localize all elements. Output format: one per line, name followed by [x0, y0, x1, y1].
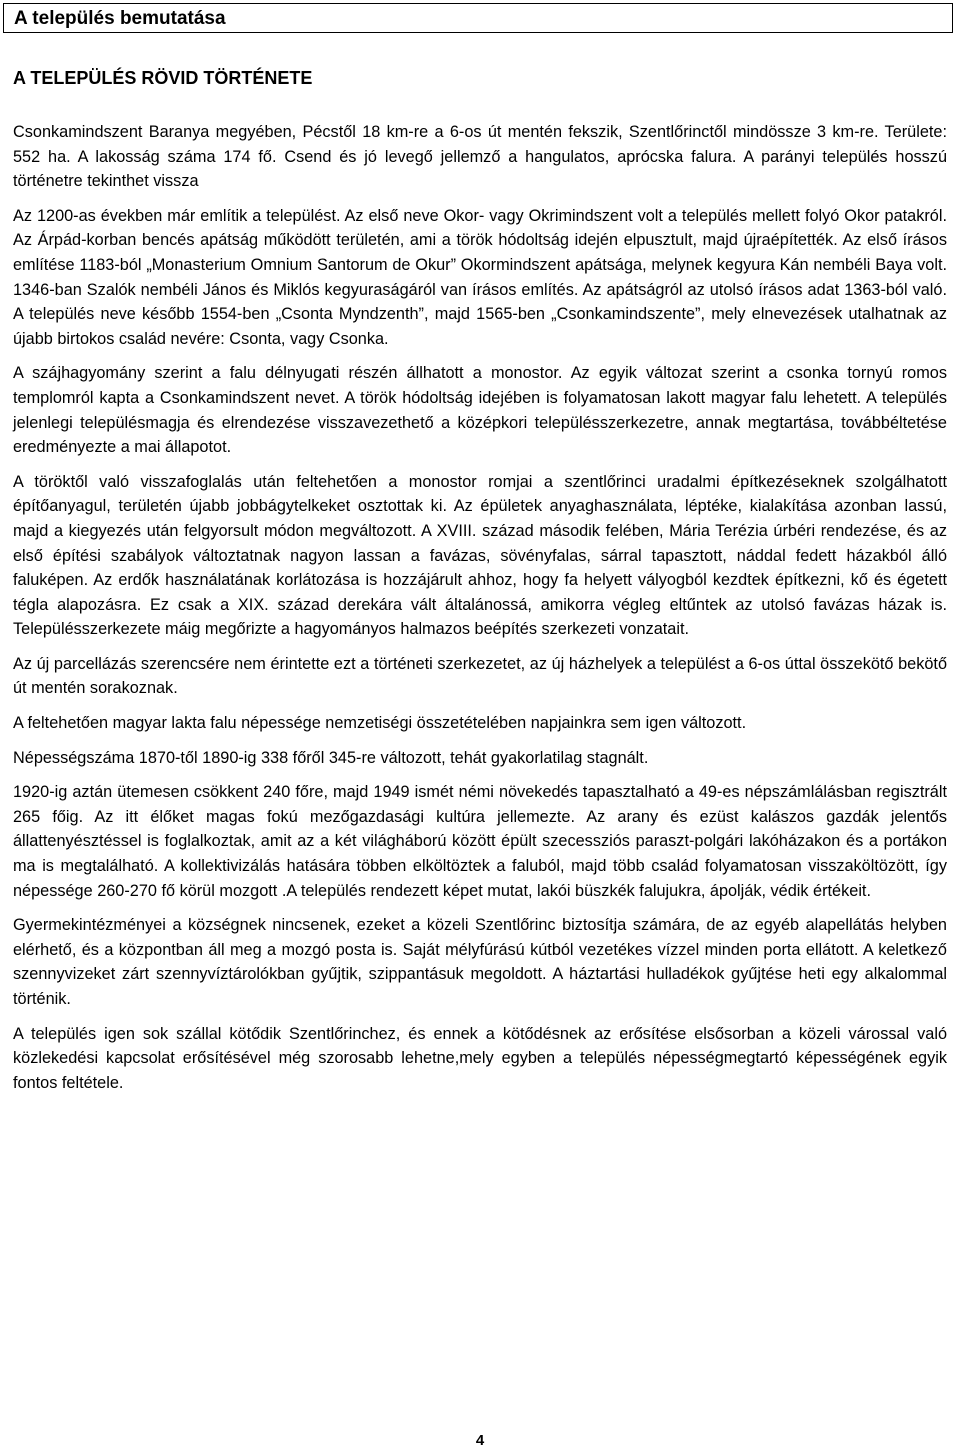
paragraph-history: Az 1200-as években már említik a települést. Az első neve Okor- vagy Okrimindszent volt a település mellett folyó Okor patakról. Az Árpád-korban bencés apátság működött területén, ami a török hódoltság idején elpusztult, majd újraépítették. Az első írásos említése 1183-ból „Monasterium Omnium Santorum de Okur” Okormindszent apátsága, melynek kegyura Kán nembéli Baya volt. 1346-ban Szalók nembéli János és Miklós kegyuraságáról van írásos említés. Az apátságról az utolsó írásos adat 1363-ból való. A település neve később 1554-ben „Csonta Myndzenth”, majd 1565-ben „Csonkamindszente”, mely elnevezések utalhatnak az újabb birtokos család nevére: Csonta, vagy Csonka. — [13, 206, 947, 348]
paragraph-population-1920: 1920-ig aztán ütemesen csökkent 240 főre, majd 1949 ismét némi növekedés tapasztalható a 49-es népszámlálásban regisztrált 265 főig. Az itt élőket magas fokú mezőgazdasági kultúra jellemezte. Az arany és ezüst kalászos gazdák jelentős állattenyésztéssel is foglalkoztak, amit az a két világháború között épült szecessziós paraszt-polgári lakóházakon és a portákon ma is megtalálható. A kollektivizálás hatására többen elköltöztek a faluból, majd több család folyamatosan visszaköltözött, így népessége 260-270 fő körül mozgott .A település rendezett képet mutat, lakói büszkék falujukra, ápolják, védik értékeit. — [13, 783, 947, 900]
paragraph-szentlorinc: A település igen sok szállal kötődik Szentlőrinchez, és ennek a kötődésnek az erősítése elsősorban a közeli várossal való közlekedési kapcsolat erősítésével még szorosabb lehetne,mely egyben a település népességmegtartó képességének egyik fontos feltétele. — [13, 1024, 947, 1092]
document-header — [3, 3, 953, 33]
page-number: 4 — [475, 1432, 485, 1449]
paragraph-tradition: A szájhagyomány szerint a falu délnyugati részén állhatott a monostor. Az egyik változat szerint a csonka tornyú romos templomról kapta a Csonkamindszent nevet. A török hódoltság idejében is folyamatosan lakott magyar falu lehetett. A település jelenlegi településmagja és elrendezése visszavezethető a középkori településszerkezetre, annak megtartása, továbbéltetése eredményezte a mai állapotot. — [13, 364, 947, 457]
paragraph-services: Gyermekintézményei a községnek nincsenek, ezeket a közeli Szentlőrinc biztosítja számára, de az egyéb alapellátás helyben elérhető, és a központban áll meg a mozgó posta is. Saját mélyfúrású kútból vezetékes vízzel minden porta ellátott. A keletkező szennyvizeket zárt szennyvíztárolókban gyűjtik, szippantásuk megoldott. A háztartási hulladékok gyűjtése heti egy alkalommal történik. — [13, 916, 947, 1008]
section-title: A TELEPÜLÉS RÖVID TÖRTÉNETE — [13, 68, 313, 88]
paragraph-parcelling: Az új parcellázás szerencsére nem érintette ezt a történeti szerkezetet, az új házhelyek a települést a 6-os úttal összekötő bekötő út mentén sorakoznak. — [13, 654, 947, 698]
document-title: A település bemutatása — [14, 8, 226, 29]
paragraph-population-1870: Népességszáma 1870-től 1890-ig 338 főről 345-re változott, tehát gyakorlatilag stagnált. — [13, 748, 649, 767]
paragraph-intro: Csonkamindszent Baranya megyében, Pécstől 18 km-re a 6-os út mentén fekszik, Szentlőrinctől mindössze 3 km-re. Területe: 552 ha. A lakosság száma 174 fő. Csend és jó levegő jellemző a hangulatos, aprócska falura. A parányi település hosszú történetre tekinthet vissza — [13, 123, 947, 191]
document-body — [13, 120, 947, 1105]
paragraph-population-ethnic: A feltehetően magyar lakta falu népessége nemzetiségi összetételében napjainkra sem igen változott. — [13, 714, 747, 733]
paragraph-reconstruction: A töröktől való visszafoglalás után feltehetően a monostor romjai a szentlőrinci uradalmi építkezéseknek szolgálhatott építőanyagul, területén újabb jobbágytelkeket osztottak ki. Az épületek anyaghasználata, léptéke, kialakítása azonban lassú, majd a kiegyezés után felgyorsult módon megváltozott. A XVIII. század második felében, Mária Terézia úrbéri rendezése, és az első építési szabályok változtatnak nagyon lassan a favázas, sövényfalas, sárral tapasztott, náddal fedett házakból álló faluképen. Az erdők használatának korlátozása is hozzájárult ahhoz, hogy fa helyett vályogból kezdtek építkezni, kő és égetett tégla alapozásra. Ez csak a XIX. század derekára vált általánossá, amikorra végleg eltűntek az utolsó favázas házak is. Településszerkezete máig megőrizte a hagyományos halmazos beépítés szerkezeti vonzatait. — [13, 472, 947, 639]
